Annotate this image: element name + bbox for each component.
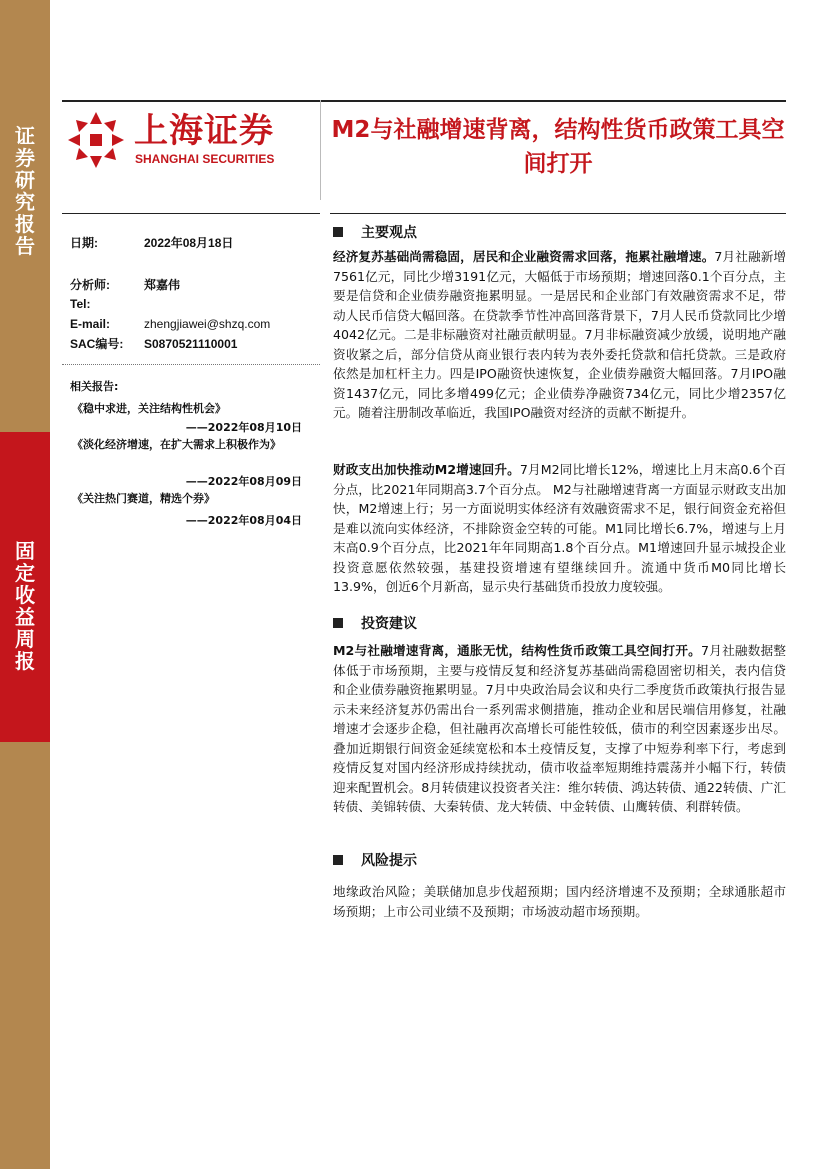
- meta-date: [70, 233, 233, 253]
- logo-text-en: SHANGHAI SECURITIES: [135, 152, 275, 166]
- paragraph-credit: [333, 247, 786, 423]
- logo-mark-icon: [66, 110, 126, 170]
- meta-tel: [70, 294, 144, 314]
- email-value[interactable]: zhengjiawei@shzq.com: [144, 317, 271, 331]
- paragraph-m2: [333, 460, 786, 597]
- section-risk: [333, 850, 417, 870]
- related-report-item[interactable]: 《关注热门赛道，精选个券》: [72, 492, 215, 505]
- tel-label: Tel:: [70, 297, 91, 311]
- header-rule: [62, 100, 786, 102]
- analyst-value: 郑嘉伟: [144, 278, 181, 292]
- related-report-date: ——2022年08月04日: [185, 514, 302, 527]
- section-main-view: [333, 222, 417, 242]
- section-title: 投资建议: [361, 616, 417, 632]
- company-logo: [66, 110, 296, 170]
- report-title: M2与社融增速背离，结构性货币政策工具空间打开: [331, 117, 785, 177]
- analyst-label: 分析师:: [70, 278, 110, 292]
- related-report-date: ——2022年08月10日: [185, 421, 302, 434]
- related-report-item[interactable]: 《淡化经济增速，在扩大需求上积极作为》: [72, 438, 281, 451]
- logo-text-cn: 上海证券: [134, 111, 274, 151]
- meta-analyst: [70, 275, 180, 295]
- paragraph-lead: 财政支出加快推动M2增速回升。: [333, 462, 520, 477]
- side-label-report: 证券研究报告: [15, 124, 35, 258]
- paragraph-lead: 经济复苏基础尚需稳固，居民和企业融资需求回落，拖累社融增速。: [333, 249, 715, 264]
- left-rule: [62, 213, 320, 214]
- meta-separator: [62, 364, 320, 365]
- paragraph-invest: [333, 641, 786, 817]
- paragraph-body: 7月M2同比增长12%，增速比上月末高0.6个百分点，比2021年同期高3.7个百分点。 M2与社融增速背离一方面显示财政支出加快，M2增速上行；另一方面说明实体经济有效融资需求不足，银行间资金充裕但是难以流向实体经济，不排除资金空转的可能。M1同比增长6.7%，增速与上月末高0.9个百分点，比2021年年同期高1.8个百分点。M1增速回升显示城投企业投资意愿依然较强，基建投资增速有望继续回升。流通中货币M0同比增长13.9%，创近6个月新高，显示央行基础货币投放力度较强。: [333, 462, 786, 594]
- section-invest: [333, 613, 417, 633]
- sac-label: SAC编号:: [70, 337, 124, 351]
- related-reports-title: 相关报告:: [70, 380, 119, 393]
- sac-value: S0870521110001: [144, 337, 238, 351]
- date-label: 日期:: [70, 236, 98, 250]
- paragraph-risk: [333, 882, 786, 921]
- paragraph-body: 7月社融数据整体低于市场预期，主要与疫情反复和经济复苏基础尚需稳固密切相关，表内信贷和企业债券融资拖累明显。7月中央政治局会议和央行二季度货币政策执行报告显示未来经济复苏仍需出台一系列需求侧措施，推动企业和居民端信用修复，社融增速才会逐步企稳，但社融再次高增长可能性较低，债市的利空因素逐步出尽。叠加近期银行间资金延续宽松和本土疫情反复，支撑了中短券利率下行，考虑到疫情反复对国内经济形成持续扰动，债市收益率短期维持震荡并小幅下行，转债迎来配置机会。8月转债建议投资者关注：维尔转债、鸿达转债、通22转债、广汇转债、美锦转债、大秦转债、龙大转债、中金转债、山鹰转债、利群转债。: [333, 643, 787, 814]
- section-square-icon: [333, 618, 343, 628]
- paragraph-body: 7月社融新增7561亿元，同比少增3191亿元，大幅低于市场预期；增速回落0.1个百分点，主要是信贷和企业债券融资拖累明显。一是居民和企业部门有效融资需求不足，带动人民币信贷大幅回落。在贷款季节性冲高回落背景下，7月人民币贷款同比少增4042亿元。二是非标融资对社融贡献明显。7月非标融资减少放缓，说明地产融资收紧之后，部分信贷从商业银行表内转为表外委托贷款和信托贷款。三是政府依然是加杠杆主力。四是IPO融资快速恢复，企业债券融资大幅回落。7月IPO融资1437亿元，同比多增499亿元；企业债券净融资734亿元，同比少增2357亿元。随着注册制改革临近，我国IPO融资对经济的贡献不断提升。: [333, 249, 787, 420]
- date-value: 2022年08月18日: [144, 236, 234, 250]
- paragraph-lead: M2与社融增速背离，通胀无忧，结构性货币政策工具空间打开。: [333, 643, 701, 658]
- paragraph-body: 地缘政治风险；美联储加息步伐超预期；国内经济增速不及预期；全球通胀超市场预期；上市公司业绩不及预期；市场波动超市场预期。: [333, 884, 786, 919]
- related-report-date: ——2022年08月09日: [185, 475, 302, 488]
- header-divider: [320, 100, 321, 200]
- section-square-icon: [333, 227, 343, 237]
- meta-email: [70, 314, 270, 334]
- meta-sac: [70, 334, 237, 354]
- related-report-item[interactable]: 《稳中求进，关注结构性机会》: [72, 402, 226, 415]
- section-title: 风险提示: [361, 853, 417, 869]
- side-label-category: 固定收益周报: [15, 539, 35, 673]
- section-square-icon: [333, 855, 343, 865]
- email-label: E-mail:: [70, 317, 111, 331]
- section-title: 主要观点: [361, 225, 417, 241]
- right-rule: [330, 213, 786, 214]
